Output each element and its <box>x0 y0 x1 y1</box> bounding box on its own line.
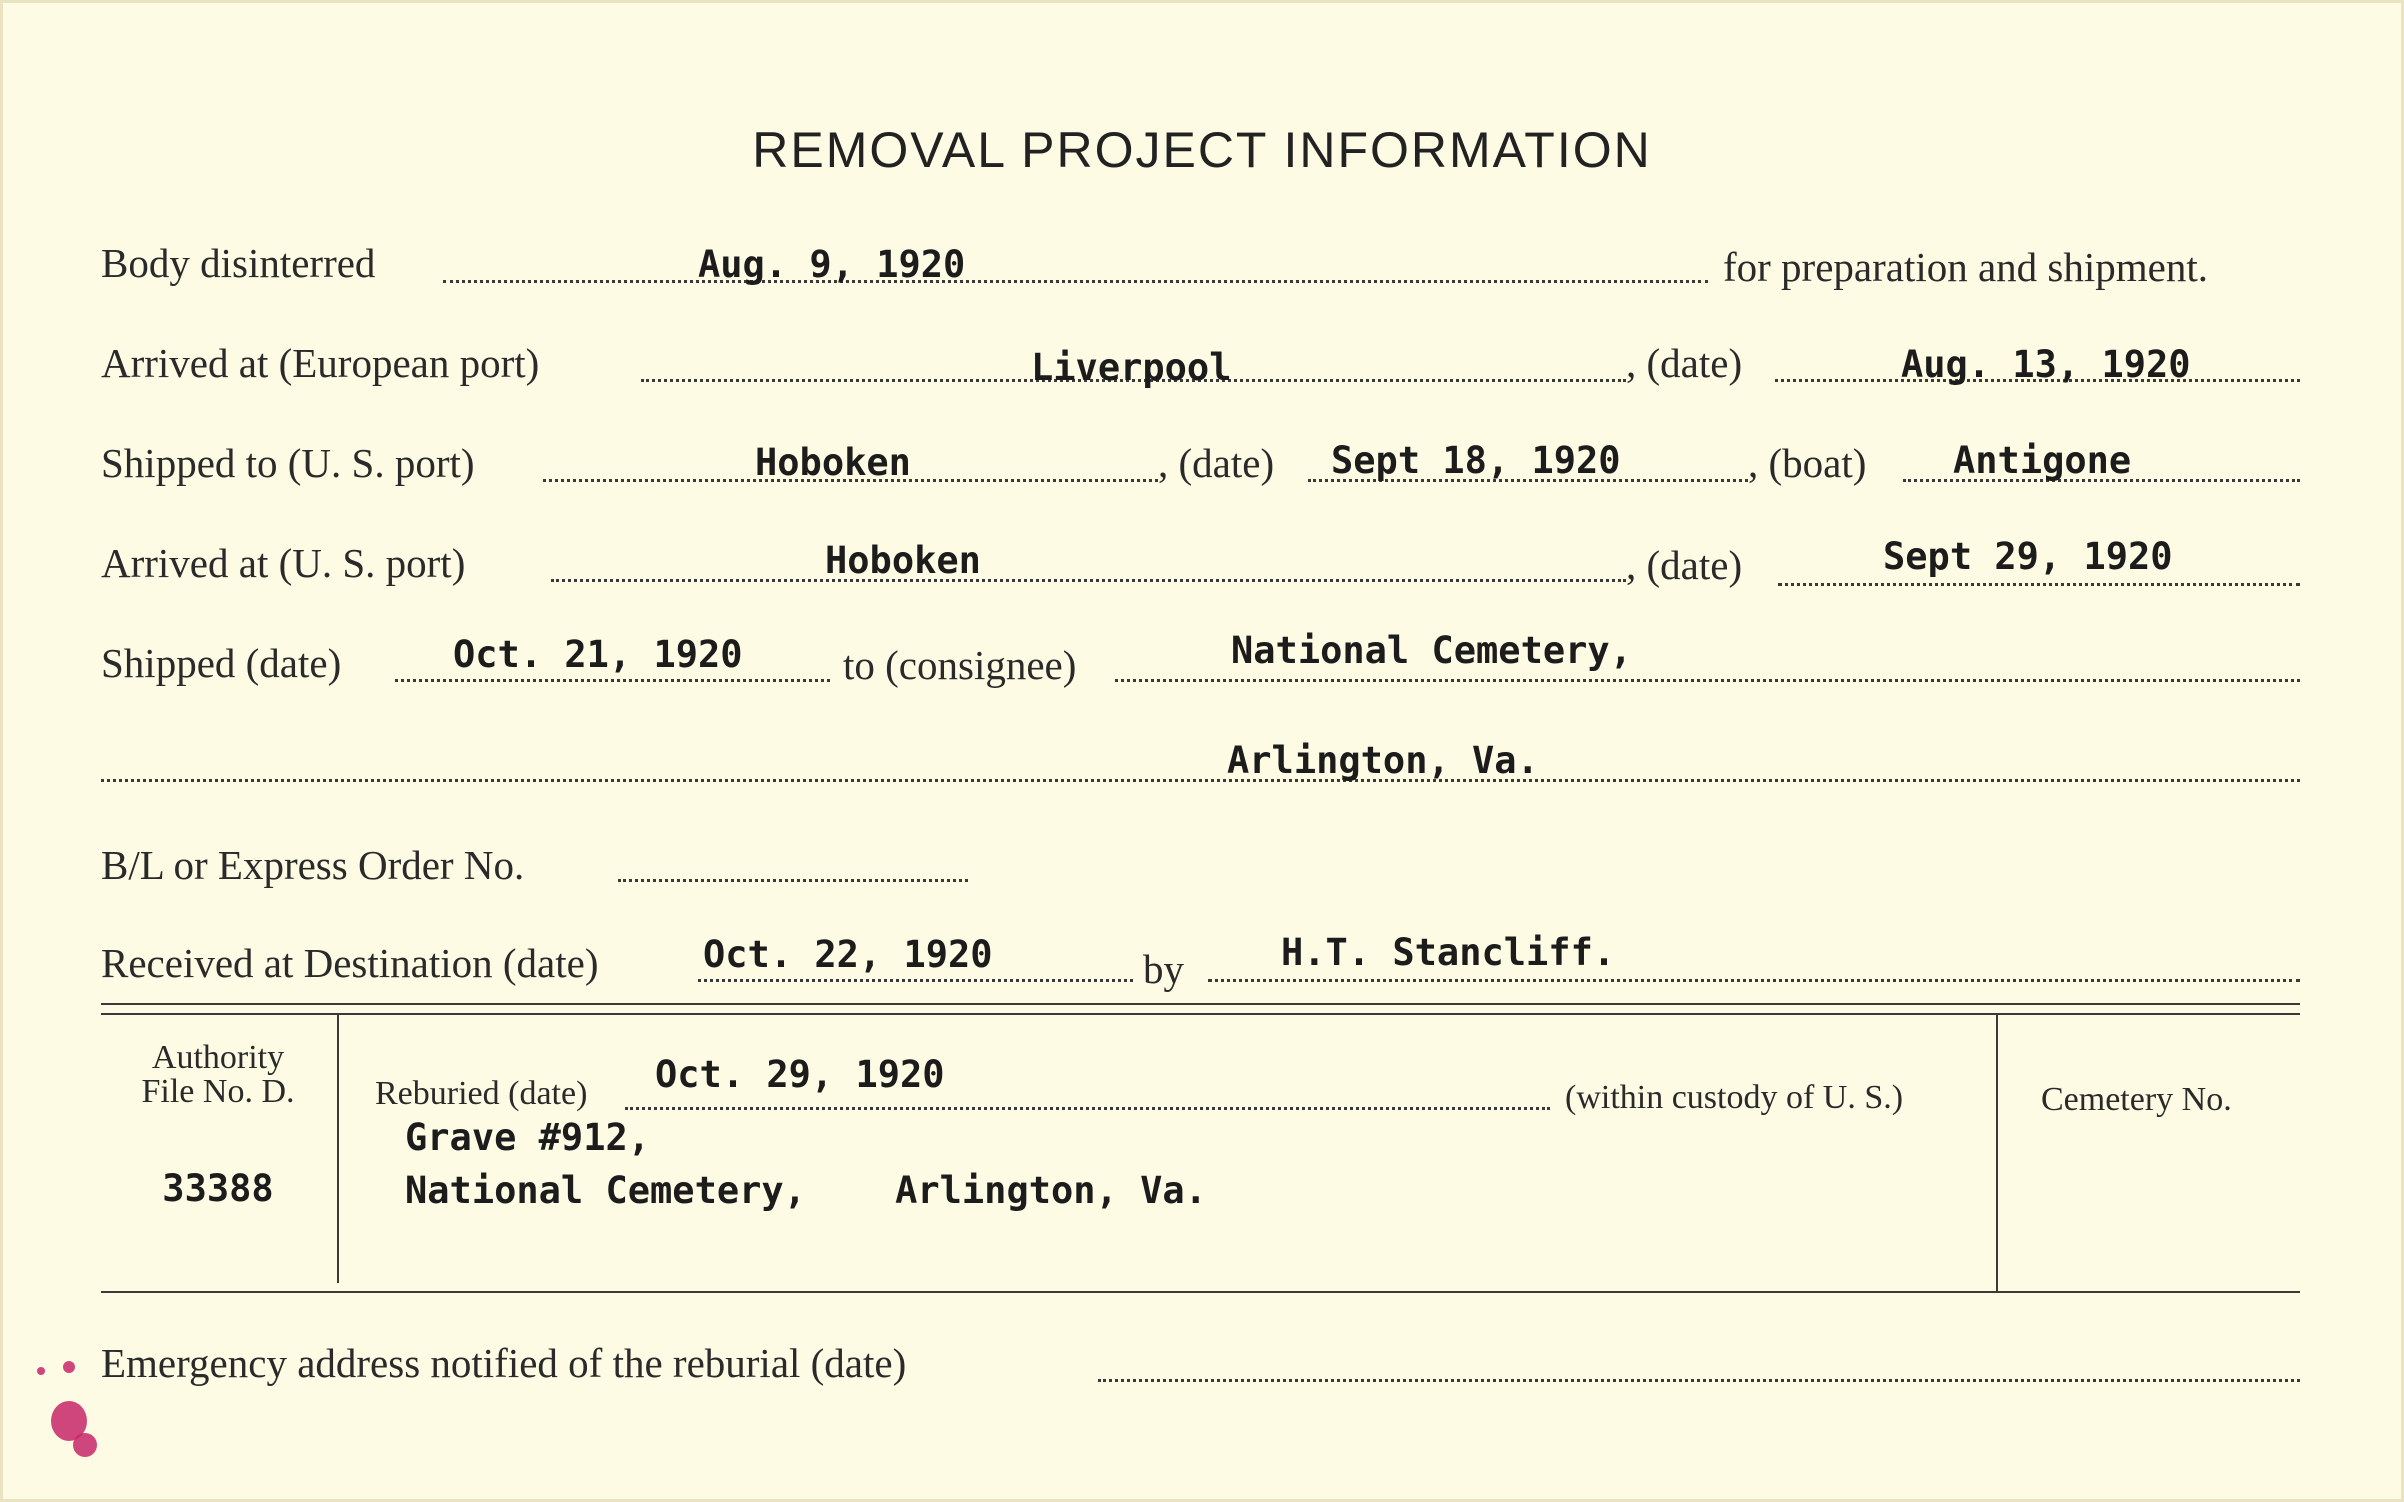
shipped-us-date-label: , (date) <box>1158 440 1275 486</box>
boat-value: Antigone <box>1953 439 2132 482</box>
boat-label: , (boat) <box>1748 440 1867 486</box>
box-top-rule-1 <box>101 1003 2300 1005</box>
arrived-european-port-value: Liverpool <box>1031 346 1232 389</box>
emergency-address-line <box>1098 1379 2300 1382</box>
arrived-us-port-line <box>551 579 1626 582</box>
reburied-date-label: Reburied (date) <box>375 1075 588 1112</box>
arrived-european-port-label: Arrived at (European port) <box>101 340 540 386</box>
received-by-label: by <box>1143 946 1184 992</box>
body-disinterred-label: Body disinterred <box>101 240 376 286</box>
grave-number-value: Grave #912, <box>405 1116 651 1159</box>
emergency-address-label: Emergency address notified of the reburial (date) <box>101 1340 907 1386</box>
received-destination-label: Received at Destination (date) <box>101 940 599 986</box>
reburial-location-value: National Cemetery, Arlington, Va. <box>405 1169 1207 1212</box>
box-top-rule-2 <box>101 1013 2300 1015</box>
authority-label-line-2: File No. D. <box>141 1073 295 1110</box>
received-destination-line <box>698 979 1133 982</box>
body-disinterred-line <box>443 280 1708 283</box>
shipped-date-value: Oct. 21, 1920 <box>453 633 743 676</box>
received-destination-value: Oct. 22, 1920 <box>703 933 993 976</box>
box-divider-left <box>337 1015 339 1283</box>
bl-express-order-line <box>618 879 968 882</box>
received-by-line <box>1208 979 2300 982</box>
received-by-value: H.T. Stancliff. <box>1281 931 1616 974</box>
arrived-european-date-value: Aug. 13, 1920 <box>1901 343 2191 386</box>
shipped-us-date-value: Sept 18, 1920 <box>1331 439 1621 482</box>
ink-stain-2 <box>73 1433 97 1457</box>
consignee-label: to (consignee) <box>843 642 1077 688</box>
arrived-us-port-label: Arrived at (U. S. port) <box>101 540 466 586</box>
arrived-us-date-value: Sept 29, 1920 <box>1883 535 2173 578</box>
consignee-line-1 <box>1115 679 2300 682</box>
cemetery-no-label: Cemetery No. <box>2041 1081 2232 1118</box>
authority-label-line-1: Authority <box>151 1039 285 1076</box>
arrived-european-date-label: , (date) <box>1626 340 1743 386</box>
ink-speck-2 <box>37 1367 45 1375</box>
arrived-us-date-label: , (date) <box>1626 542 1743 588</box>
shipped-date-line <box>395 679 830 682</box>
authority-file-value: 33388 <box>162 1167 274 1210</box>
shipped-date-label: Shipped (date) <box>101 640 342 686</box>
ink-speck <box>63 1361 75 1373</box>
bl-express-order-label: B/L or Express Order No. <box>101 842 525 888</box>
shipped-us-port-value: Hoboken <box>755 441 911 484</box>
box-bottom-rule <box>101 1291 2300 1293</box>
reburied-date-value: Oct. 29, 1920 <box>655 1053 945 1096</box>
arrived-us-port-value: Hoboken <box>825 539 981 582</box>
custody-label: (within custody of U. S.) <box>1565 1079 1904 1116</box>
authority-label <box>113 1041 323 1109</box>
card-title: REMOVAL PROJECT INFORMATION <box>752 122 1652 178</box>
consignee-value-line-2: Arlington, Va. <box>1227 739 1539 782</box>
consignee-line-2 <box>101 779 2300 782</box>
consignee-value-line-1: National Cemetery, <box>1231 629 1632 672</box>
body-disinterred-value: Aug. 9, 1920 <box>698 243 966 286</box>
reburied-date-line <box>625 1107 1550 1110</box>
shipped-us-port-label: Shipped to (U. S. port) <box>101 440 475 486</box>
box-divider-right <box>1996 1015 1998 1293</box>
arrived-us-date-line <box>1778 583 2300 586</box>
body-disinterred-suffix: for preparation and shipment. <box>1723 244 2209 290</box>
